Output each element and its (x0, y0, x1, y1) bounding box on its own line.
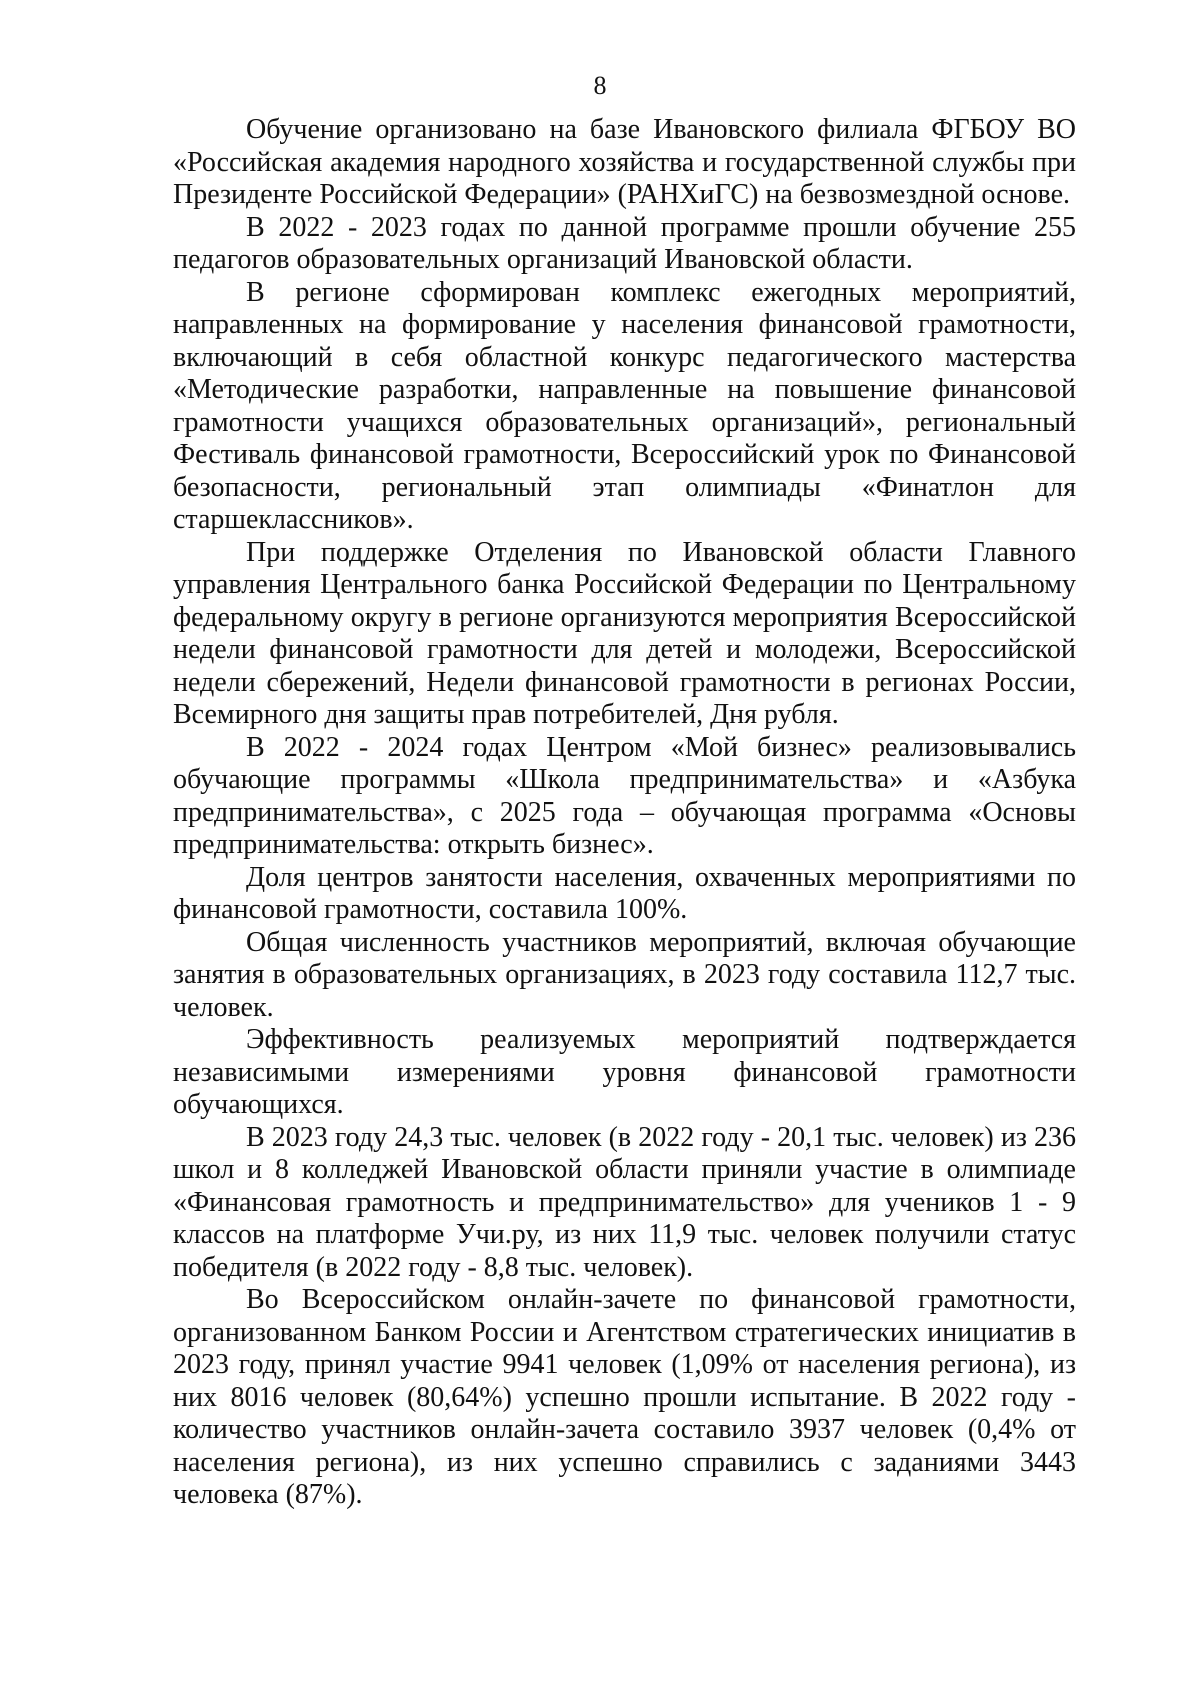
paragraph-central-bank-support: При поддержке Отделения по Ивановской области Главного управления Центрального банка Российской Федерации по Центральному федеральному округу в регионе организуются мероприятия Всероссийской недели финансовой грамотности для детей и молодежи, Всероссийской недели сбережений, Недели финансовой грамотности в регионах России, Всемирного дня защиты прав потребителей, Дня рубля. (173, 536, 1076, 730)
page-body (173, 114, 1076, 1512)
paragraph-total-participants: Общая численность участников мероприятий, включая обучающие занятия в образовательных организациях, в 2023 году составила 112,7 тыс. человек. (173, 926, 1076, 1023)
paragraph-olympiad-results: В 2023 году 24,3 тыс. человек (в 2022 году - 20,1 тыс. человек) из 236 школ и 8 колледжей Ивановской области приняли участие в олимпиаде «Финансовая грамотность и предпринимательство» для учеников 1 - 9 классов на платформе Учи.ру, из них 11,9 тыс. человек получили статус победителя (в 2022 году - 8,8 тыс. человек). (173, 1121, 1076, 1283)
paragraph-online-test-results: Во Всероссийском онлайн-зачете по финансовой грамотности, организованном Банком России и Агентством стратегических инициатив в 2023 году, принял участие 9941 человек (1,09% от населения региона), из них 8016 человек (80,64%) успешно прошли испытание. В 2022 году - количество участников онлайн-зачета составило 3937 человек (0,4% от населения региона), из них успешно справились с заданиями 3443 человека (87%). (173, 1284, 1076, 1510)
paragraph-effectiveness: Эффективность реализуемых мероприятий подтверждается независимыми измерениями уровня финансовой грамотности обучающихся. (173, 1024, 1076, 1120)
paragraph-annual-events: В регионе сформирован комплекс ежегодных мероприятий, направленных на формирование у населения финансовой грамотности, включающий в себя областной конкурс педагогического мастерства «Методические разработки, направленные на повышение финансовой грамотности учащихся образовательных организаций», региональный Фестиваль финансовой грамотности, Всероссийский урок по Финансовой безопасности, региональный этап олимпиады «Финатлон для старшеклассников». (173, 276, 1076, 535)
paragraph-employment-centers: Доля центров занятости населения, охваченных мероприятиями по финансовой грамотности, составила 100%. (173, 861, 1076, 925)
paragraph-my-business-programs: В 2022 - 2024 годах Центром «Мой бизнес» реализовывались обучающие программы «Школа предпринимательства» и «Азбука предпринимательства», с 2025 года – обучающая программа «Основы предпринимательства: открыть бизнес». (173, 731, 1076, 860)
paragraph-teachers-trained: В 2022 - 2023 годах по данной программе прошли обучение 255 педагогов образовательных организаций Ивановской области. (173, 211, 1076, 275)
page-number: 8 (593, 71, 607, 100)
paragraph-training-basis: Обучение организовано на базе Ивановского филиала ФГБОУ ВО «Российская академия народного хозяйства и государственной службы при Президенте Российской Федерации» (РАНХиГС) на безвозмездной основе. (173, 114, 1076, 210)
